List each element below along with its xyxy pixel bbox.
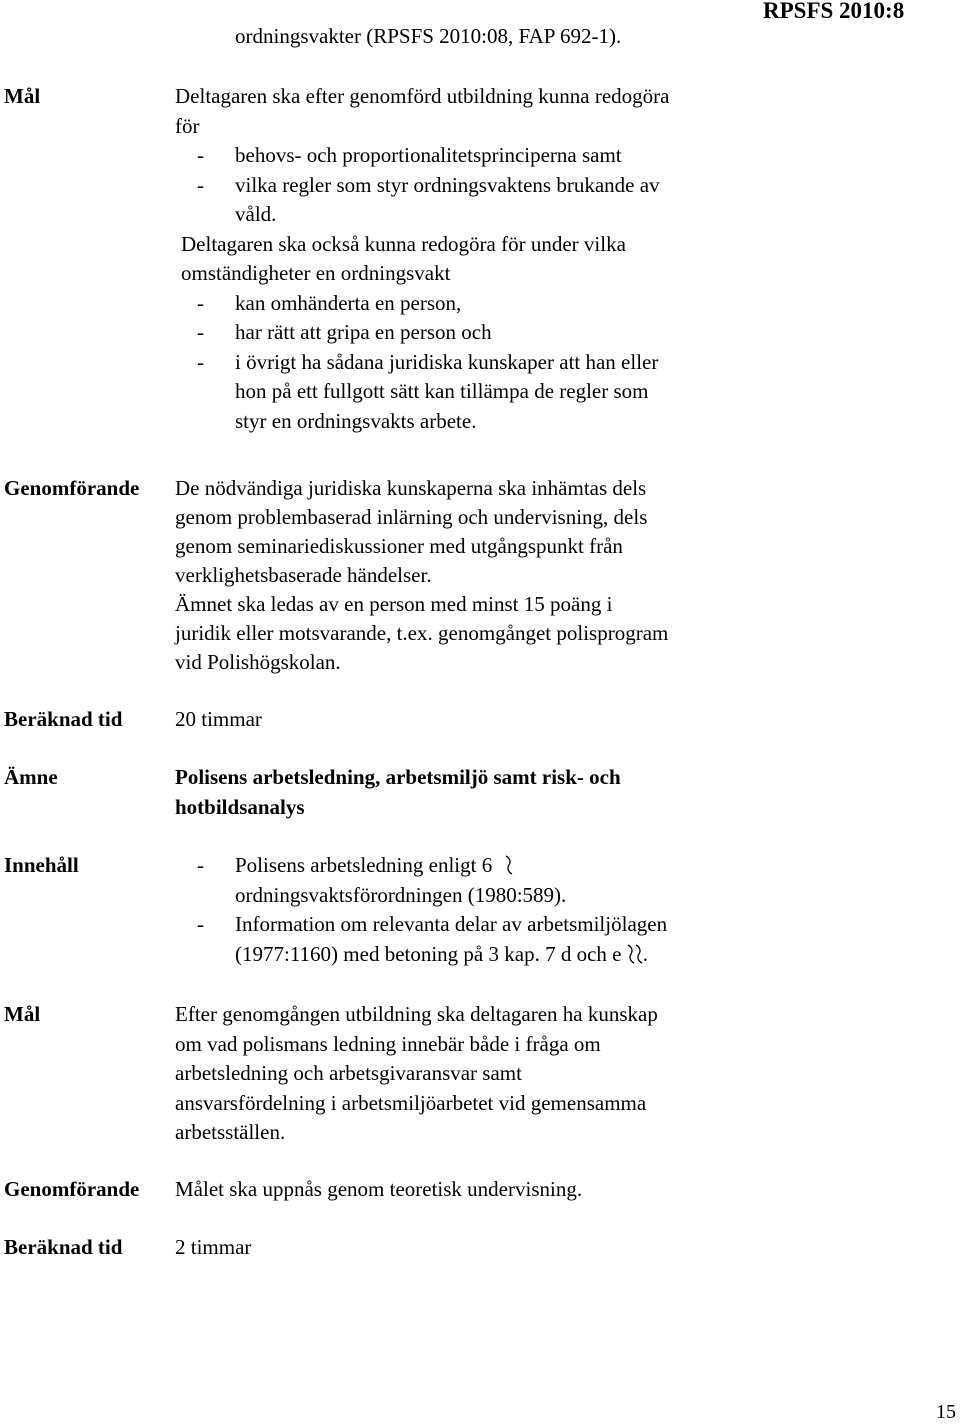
bullet-text: ordningsvaktsförordningen (1980:589). [235, 882, 567, 907]
bullet-text: Information om relevanta delar av arbetsmiljölagen [235, 912, 668, 936]
genomforande-line: vid Polishögskolan. [175, 650, 341, 674]
bullet-text [235, 940, 735, 970]
bullet-text: vilka regler som styr ordningsvaktens brukande av [235, 172, 660, 197]
section-label-innehall: Innehåll [4, 853, 79, 877]
bullet-tail: . [642, 941, 648, 966]
section-label-amne: Ämne [4, 765, 58, 789]
genomforande-2-value: Målet ska uppnås genom teoretisk undervisning. [175, 1177, 583, 1201]
bullet-text: hon på ett fullgott sätt kan tillämpa de regler som [235, 379, 649, 403]
mal-2-content [175, 1000, 735, 1148]
bullet-dash: - [197, 290, 204, 315]
beraknad-tid-value: 20 timmar [175, 707, 262, 731]
mal-2-line: om vad polismans ledning innebär både i fråga om [175, 1031, 601, 1056]
bullet-text-part: (1977:1160) med betoning på 3 kap. 7 d och e [235, 941, 622, 966]
document-id: RPSFS 2010:8 [763, 0, 905, 23]
genomforande-line: genom seminariediskussioner med utgångspunkt från [175, 534, 623, 558]
mal-bullet [197, 348, 735, 437]
mal-intro2-line: Deltagaren ska också kunna redogöra för under vilka [181, 231, 626, 256]
section-label-mal-2: Mål [4, 1002, 41, 1026]
page-number: 15 [936, 1401, 956, 1423]
bullet-text: behovs- och proportionalitetsprinciperna samt [235, 143, 622, 167]
bullet-dash: - [197, 349, 204, 374]
mal-intro-line: Deltagaren ska efter genomförd utbildning kunna redogöra [175, 84, 670, 108]
bullet-dash: - [197, 143, 204, 167]
bullet-text: styr en ordningsvakts arbete. [235, 408, 477, 433]
bullet-text [235, 851, 735, 881]
section-label-beraknad-tid: Beräknad tid [4, 707, 123, 731]
bullet-dash: - [197, 912, 204, 936]
mal-2-line: Efter genomgången utbildning ska deltagaren ha kunskap [175, 1002, 658, 1026]
bullet-text: har rätt att gripa en person och [235, 320, 492, 344]
bullet-dash: - [197, 172, 204, 197]
mal-bullet [197, 141, 735, 171]
section-label-beraknad-tid-2: Beräknad tid [4, 1235, 123, 1259]
amne-title [175, 763, 735, 822]
amne-title-line: hotbildsanalys [175, 794, 305, 819]
section-sign-icon [627, 942, 643, 966]
continuation-line: ordningsvakter (RPSFS 2010:08, FAP 692-1). [235, 24, 622, 48]
bullet-text-part: Polisens arbetsledning enligt 6 [235, 853, 493, 877]
innehall-bullet [197, 910, 735, 969]
section-label-genomforande: Genomförande [4, 476, 140, 500]
section-sign-icon [505, 853, 513, 877]
mal-intro2-line: omständigheter en ordningsvakt [181, 261, 451, 285]
genomforande-line: De nödvändiga juridiska kunskaperna ska inhämtas dels [175, 476, 647, 500]
mal-2-line: arbetsledning och arbetsgivaransvar samt [175, 1061, 522, 1085]
innehall-bullet [197, 851, 735, 910]
section-label-genomforande-2: Genomförande [4, 1177, 140, 1201]
mal-bullet [197, 289, 735, 319]
mal-intro-line: för [175, 113, 200, 138]
bullet-dash: - [197, 853, 204, 877]
bullet-text: våld. [235, 202, 277, 226]
bullet-text: i övrigt ha sådana juridiska kunskaper att han eller [235, 349, 659, 374]
amne-title-line: Polisens arbetsledning, arbetsmiljö samt risk- och [175, 765, 621, 789]
genomforande-content [175, 474, 735, 677]
section-label-mal: Mål [4, 84, 41, 108]
bullet-dash: - [197, 320, 204, 344]
mal-bullet [197, 171, 735, 230]
genomforande-line: genom problembaserad inlärning och undervisning, dels [175, 505, 648, 529]
genomforande-line: verklighetsbaserade händelser. [175, 563, 432, 587]
mal-content [175, 82, 735, 436]
mal-2-line: arbetsställen. [175, 1120, 286, 1144]
beraknad-tid-2-value: 2 timmar [175, 1235, 252, 1259]
bullet-text: kan omhänderta en person, [235, 290, 462, 315]
mal-bullet [197, 318, 735, 348]
genomforande-line: juridik eller motsvarande, t.ex. genomgånget polisprogram [175, 621, 669, 645]
mal-2-line: ansvarsfördelning i arbetsmiljöarbetet vid gemensamma [175, 1090, 647, 1115]
genomforande-line: Ämnet ska ledas av en person med minst 15 poäng i [175, 592, 613, 616]
innehall-content [175, 851, 735, 969]
